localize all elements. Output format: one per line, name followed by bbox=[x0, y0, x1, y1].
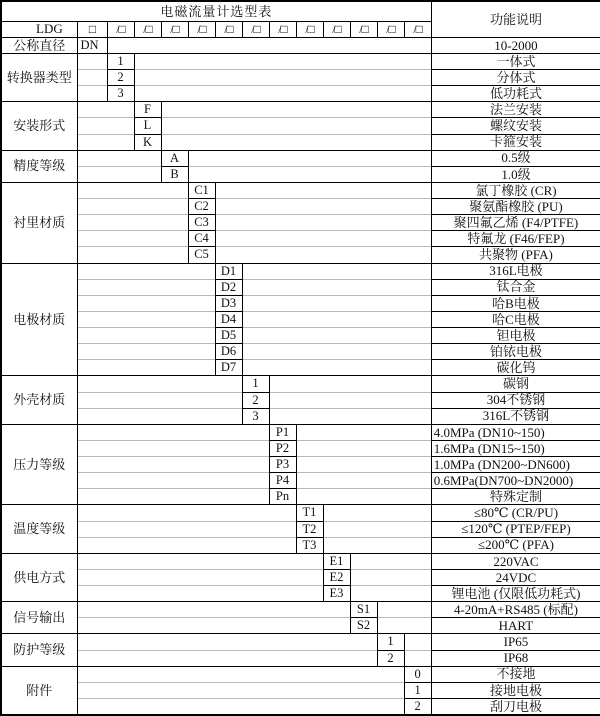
empty-cell bbox=[296, 424, 431, 440]
empty-cell bbox=[77, 408, 242, 424]
description-cell: 钛合金 bbox=[431, 279, 600, 295]
description-cell: 共聚物 (PFA) bbox=[431, 247, 600, 263]
empty-cell bbox=[77, 521, 296, 537]
code-slot: /□ bbox=[377, 21, 404, 37]
empty-cell bbox=[404, 650, 431, 666]
table-row bbox=[1, 118, 600, 134]
empty-cell bbox=[296, 440, 431, 456]
table-row bbox=[1, 247, 600, 263]
table-row bbox=[1, 537, 600, 553]
table-row bbox=[1, 311, 600, 327]
empty-cell bbox=[242, 344, 431, 360]
table-row bbox=[1, 360, 600, 376]
description-cell: IP65 bbox=[431, 634, 600, 650]
description-cell: 聚氨酯橡胶 (PU) bbox=[431, 199, 600, 215]
empty-cell bbox=[242, 360, 431, 376]
code-cell: 0 bbox=[404, 666, 431, 682]
table-row bbox=[1, 295, 600, 311]
table-row bbox=[1, 182, 600, 198]
empty-cell bbox=[77, 424, 269, 440]
empty-cell bbox=[269, 392, 431, 408]
empty-cell bbox=[242, 263, 431, 279]
description-cell: 304不锈钢 bbox=[431, 392, 600, 408]
empty-cell bbox=[215, 199, 431, 215]
empty-cell bbox=[77, 618, 350, 634]
code-slot: /□ bbox=[350, 21, 377, 37]
table-row bbox=[1, 505, 600, 521]
code-cell: C3 bbox=[188, 215, 215, 231]
table-row bbox=[1, 457, 600, 473]
empty-cell bbox=[77, 537, 296, 553]
description-cell: 锂电池 (仅限低功耗式) bbox=[431, 586, 600, 602]
description-cell: HART bbox=[431, 618, 600, 634]
empty-cell bbox=[215, 247, 431, 263]
empty-cell bbox=[77, 360, 215, 376]
description-cell: ≤80℃ (CR/PU) bbox=[431, 505, 600, 521]
empty-cell bbox=[77, 86, 107, 102]
code-cell: C4 bbox=[188, 231, 215, 247]
empty-cell bbox=[296, 473, 431, 489]
code-cell: 1 bbox=[242, 376, 269, 392]
description-cell: 低功耗式 bbox=[431, 86, 600, 102]
description-cell: 特殊定制 bbox=[431, 489, 600, 505]
description-cell: 钽电极 bbox=[431, 328, 600, 344]
description-cell: 螺纹安装 bbox=[431, 118, 600, 134]
code-slot: /□ bbox=[161, 21, 188, 37]
description-cell: 氯丁橡胶 (CR) bbox=[431, 182, 600, 198]
table-row bbox=[1, 553, 600, 569]
table-row bbox=[1, 150, 600, 166]
description-cell: 碳化钨 bbox=[431, 360, 600, 376]
code-cell: 3 bbox=[107, 86, 134, 102]
empty-cell bbox=[77, 328, 215, 344]
description-cell: 铂铱电极 bbox=[431, 344, 600, 360]
code-cell: 2 bbox=[377, 650, 404, 666]
code-slot: /□ bbox=[296, 21, 323, 37]
empty-cell bbox=[188, 166, 431, 182]
code-slot: /□ bbox=[269, 21, 296, 37]
empty-cell bbox=[77, 311, 215, 327]
code-cell: D7 bbox=[215, 360, 242, 376]
description-cell: 接地电极 bbox=[431, 682, 600, 698]
description-cell: IP68 bbox=[431, 650, 600, 666]
code-cell: E2 bbox=[323, 569, 350, 585]
description-cell: 4.0MPa (DN10~150) bbox=[431, 424, 600, 440]
code-cell: T3 bbox=[296, 537, 323, 553]
category-label: 衬里材质 bbox=[1, 182, 77, 263]
empty-cell bbox=[77, 295, 215, 311]
category-label: 供电方式 bbox=[1, 553, 77, 601]
empty-cell bbox=[77, 247, 188, 263]
code-cell: 1 bbox=[377, 634, 404, 650]
table-row bbox=[1, 70, 600, 86]
description-cell: 特氟龙 (F46/FEP) bbox=[431, 231, 600, 247]
description-cell: 1.0MPa (DN200~DN600) bbox=[431, 457, 600, 473]
description-cell: 1.6MPa (DN15~150) bbox=[431, 440, 600, 456]
code-cell: 1 bbox=[107, 53, 134, 69]
table-row bbox=[1, 199, 600, 215]
table-row bbox=[1, 215, 600, 231]
category-label: 防护等级 bbox=[1, 634, 77, 666]
table-row bbox=[1, 473, 600, 489]
table-row bbox=[1, 569, 600, 585]
table-row bbox=[1, 166, 600, 182]
category-label: 压力等级 bbox=[1, 424, 77, 505]
description-cell: ≤200℃ (PFA) bbox=[431, 537, 600, 553]
table-row bbox=[1, 53, 600, 69]
empty-cell bbox=[242, 279, 431, 295]
category-label: 附件 bbox=[1, 666, 77, 715]
empty-cell bbox=[161, 134, 431, 150]
empty-cell bbox=[77, 376, 242, 392]
code-cell: 2 bbox=[242, 392, 269, 408]
empty-cell bbox=[77, 666, 404, 682]
code-cell: T2 bbox=[296, 521, 323, 537]
table-row bbox=[1, 344, 600, 360]
table-row bbox=[1, 618, 600, 634]
code-cell: A bbox=[161, 150, 188, 166]
empty-cell bbox=[188, 150, 431, 166]
empty-cell bbox=[77, 489, 269, 505]
code-cell: D1 bbox=[215, 263, 242, 279]
empty-cell bbox=[323, 521, 431, 537]
description-cell: 0.5级 bbox=[431, 150, 600, 166]
table-row bbox=[1, 602, 600, 618]
empty-cell bbox=[134, 86, 431, 102]
code-cell: K bbox=[134, 134, 161, 150]
empty-cell bbox=[269, 408, 431, 424]
base-code-slot: □ bbox=[77, 21, 107, 37]
empty-cell bbox=[77, 182, 188, 198]
empty-cell bbox=[350, 553, 431, 569]
empty-cell bbox=[269, 376, 431, 392]
table-row bbox=[1, 1, 600, 21]
code-cell: D2 bbox=[215, 279, 242, 295]
empty-cell bbox=[350, 569, 431, 585]
page-title: 电磁流量计选型表 bbox=[1, 1, 431, 21]
table-row bbox=[1, 666, 600, 682]
code-cell: F bbox=[134, 102, 161, 118]
empty-cell bbox=[215, 231, 431, 247]
table-row bbox=[1, 134, 600, 150]
description-cell: ≤120℃ (PTEP/FEP) bbox=[431, 521, 600, 537]
empty-cell bbox=[215, 182, 431, 198]
description-cell: 法兰安装 bbox=[431, 102, 600, 118]
category-label: 公称直径 bbox=[1, 37, 77, 53]
empty-cell bbox=[77, 102, 134, 118]
category-label: 外壳材质 bbox=[1, 376, 77, 424]
empty-cell bbox=[77, 118, 134, 134]
empty-cell bbox=[77, 199, 188, 215]
empty-cell bbox=[215, 215, 431, 231]
empty-cell bbox=[77, 440, 269, 456]
table-row bbox=[1, 682, 600, 698]
empty-cell bbox=[77, 70, 107, 86]
table-row bbox=[1, 489, 600, 505]
code-slot: /□ bbox=[215, 21, 242, 37]
description-cell: 4-20mA+RS485 (标配) bbox=[431, 602, 600, 618]
table-row bbox=[1, 586, 600, 602]
category-label: 转换器类型 bbox=[1, 53, 77, 101]
table-row bbox=[1, 231, 600, 247]
description-cell: 24VDC bbox=[431, 569, 600, 585]
empty-cell bbox=[161, 118, 431, 134]
table-row bbox=[1, 408, 600, 424]
table-row bbox=[1, 86, 600, 102]
selection-table-body bbox=[1, 1, 600, 715]
empty-cell bbox=[242, 295, 431, 311]
table-row bbox=[1, 263, 600, 279]
code-cell: P4 bbox=[269, 473, 296, 489]
empty-cell bbox=[323, 505, 431, 521]
description-cell: 10-2000 bbox=[431, 37, 600, 53]
table-row bbox=[1, 698, 600, 715]
code-cell: DN bbox=[77, 37, 107, 53]
code-cell: 2 bbox=[404, 698, 431, 715]
table-row bbox=[1, 634, 600, 650]
code-cell: 2 bbox=[107, 70, 134, 86]
code-cell: 3 bbox=[242, 408, 269, 424]
code-cell: B bbox=[161, 166, 188, 182]
description-cell: 哈B电极 bbox=[431, 295, 600, 311]
code-cell: E3 bbox=[323, 586, 350, 602]
empty-cell bbox=[77, 698, 404, 715]
empty-cell bbox=[77, 602, 350, 618]
description-cell: 1.0级 bbox=[431, 166, 600, 182]
empty-cell bbox=[161, 102, 431, 118]
empty-cell bbox=[77, 134, 134, 150]
code-cell: 1 bbox=[404, 682, 431, 698]
description-cell: 卡箍安装 bbox=[431, 134, 600, 150]
empty-cell bbox=[350, 586, 431, 602]
code-cell: C5 bbox=[188, 247, 215, 263]
empty-cell bbox=[77, 650, 377, 666]
table-row bbox=[1, 328, 600, 344]
description-cell: 316L不锈钢 bbox=[431, 408, 600, 424]
category-label: 信号输出 bbox=[1, 602, 77, 634]
code-cell: S2 bbox=[350, 618, 377, 634]
empty-cell bbox=[77, 344, 215, 360]
description-cell: 不接地 bbox=[431, 666, 600, 682]
code-cell: Pn bbox=[269, 489, 296, 505]
code-cell: P3 bbox=[269, 457, 296, 473]
code-slot: /□ bbox=[134, 21, 161, 37]
table-row bbox=[1, 376, 600, 392]
empty-cell bbox=[377, 602, 431, 618]
empty-cell bbox=[107, 37, 431, 53]
description-cell: 220VAC bbox=[431, 553, 600, 569]
code-slot: /□ bbox=[242, 21, 269, 37]
function-column-header: 功能说明 bbox=[431, 1, 600, 37]
empty-cell bbox=[404, 634, 431, 650]
table-row bbox=[1, 279, 600, 295]
description-cell: 0.6MPa(DN700~DN2000) bbox=[431, 473, 600, 489]
code-slot: /□ bbox=[188, 21, 215, 37]
code-cell: S1 bbox=[350, 602, 377, 618]
empty-cell bbox=[77, 279, 215, 295]
description-cell: 316L电极 bbox=[431, 263, 600, 279]
code-cell: C2 bbox=[188, 199, 215, 215]
empty-cell bbox=[77, 392, 242, 408]
empty-cell bbox=[77, 457, 269, 473]
empty-cell bbox=[77, 263, 215, 279]
empty-cell bbox=[77, 150, 161, 166]
table-row bbox=[1, 102, 600, 118]
empty-cell bbox=[377, 618, 431, 634]
empty-cell bbox=[77, 166, 161, 182]
empty-cell bbox=[77, 553, 323, 569]
empty-cell bbox=[77, 569, 323, 585]
category-label: 精度等级 bbox=[1, 150, 77, 182]
empty-cell bbox=[134, 70, 431, 86]
description-cell: 聚四氟乙烯 (F4/PTFE) bbox=[431, 215, 600, 231]
empty-cell bbox=[242, 311, 431, 327]
description-cell: 刮刀电极 bbox=[431, 698, 600, 715]
code-cell: P2 bbox=[269, 440, 296, 456]
empty-cell bbox=[77, 586, 323, 602]
empty-cell bbox=[134, 53, 431, 69]
description-cell: 碳钢 bbox=[431, 376, 600, 392]
description-cell: 一体式 bbox=[431, 53, 600, 69]
code-cell: C1 bbox=[188, 182, 215, 198]
empty-cell bbox=[77, 231, 188, 247]
code-cell: E1 bbox=[323, 553, 350, 569]
code-slot: /□ bbox=[323, 21, 350, 37]
category-label: 安装形式 bbox=[1, 102, 77, 150]
table-row bbox=[1, 440, 600, 456]
empty-cell bbox=[296, 489, 431, 505]
table-row bbox=[1, 424, 600, 440]
description-cell: 哈C电极 bbox=[431, 311, 600, 327]
table-row bbox=[1, 37, 600, 53]
table-row bbox=[1, 650, 600, 666]
empty-cell bbox=[77, 682, 404, 698]
empty-cell bbox=[77, 634, 377, 650]
table-row bbox=[1, 521, 600, 537]
code-cell: D6 bbox=[215, 344, 242, 360]
model-prefix: LDG bbox=[1, 21, 77, 37]
code-cell: D3 bbox=[215, 295, 242, 311]
empty-cell bbox=[77, 473, 269, 489]
code-slot: /□ bbox=[404, 21, 431, 37]
empty-cell bbox=[77, 215, 188, 231]
code-cell: L bbox=[134, 118, 161, 134]
empty-cell bbox=[77, 53, 107, 69]
code-slot: /□ bbox=[107, 21, 134, 37]
code-cell: D4 bbox=[215, 311, 242, 327]
code-cell: D5 bbox=[215, 328, 242, 344]
category-label: 温度等级 bbox=[1, 505, 77, 553]
code-cell: T1 bbox=[296, 505, 323, 521]
empty-cell bbox=[242, 328, 431, 344]
description-cell: 分体式 bbox=[431, 70, 600, 86]
empty-cell bbox=[323, 537, 431, 553]
table-row bbox=[1, 392, 600, 408]
empty-cell bbox=[77, 505, 296, 521]
category-label: 电极材质 bbox=[1, 263, 77, 376]
empty-cell bbox=[296, 457, 431, 473]
code-cell: P1 bbox=[269, 424, 296, 440]
